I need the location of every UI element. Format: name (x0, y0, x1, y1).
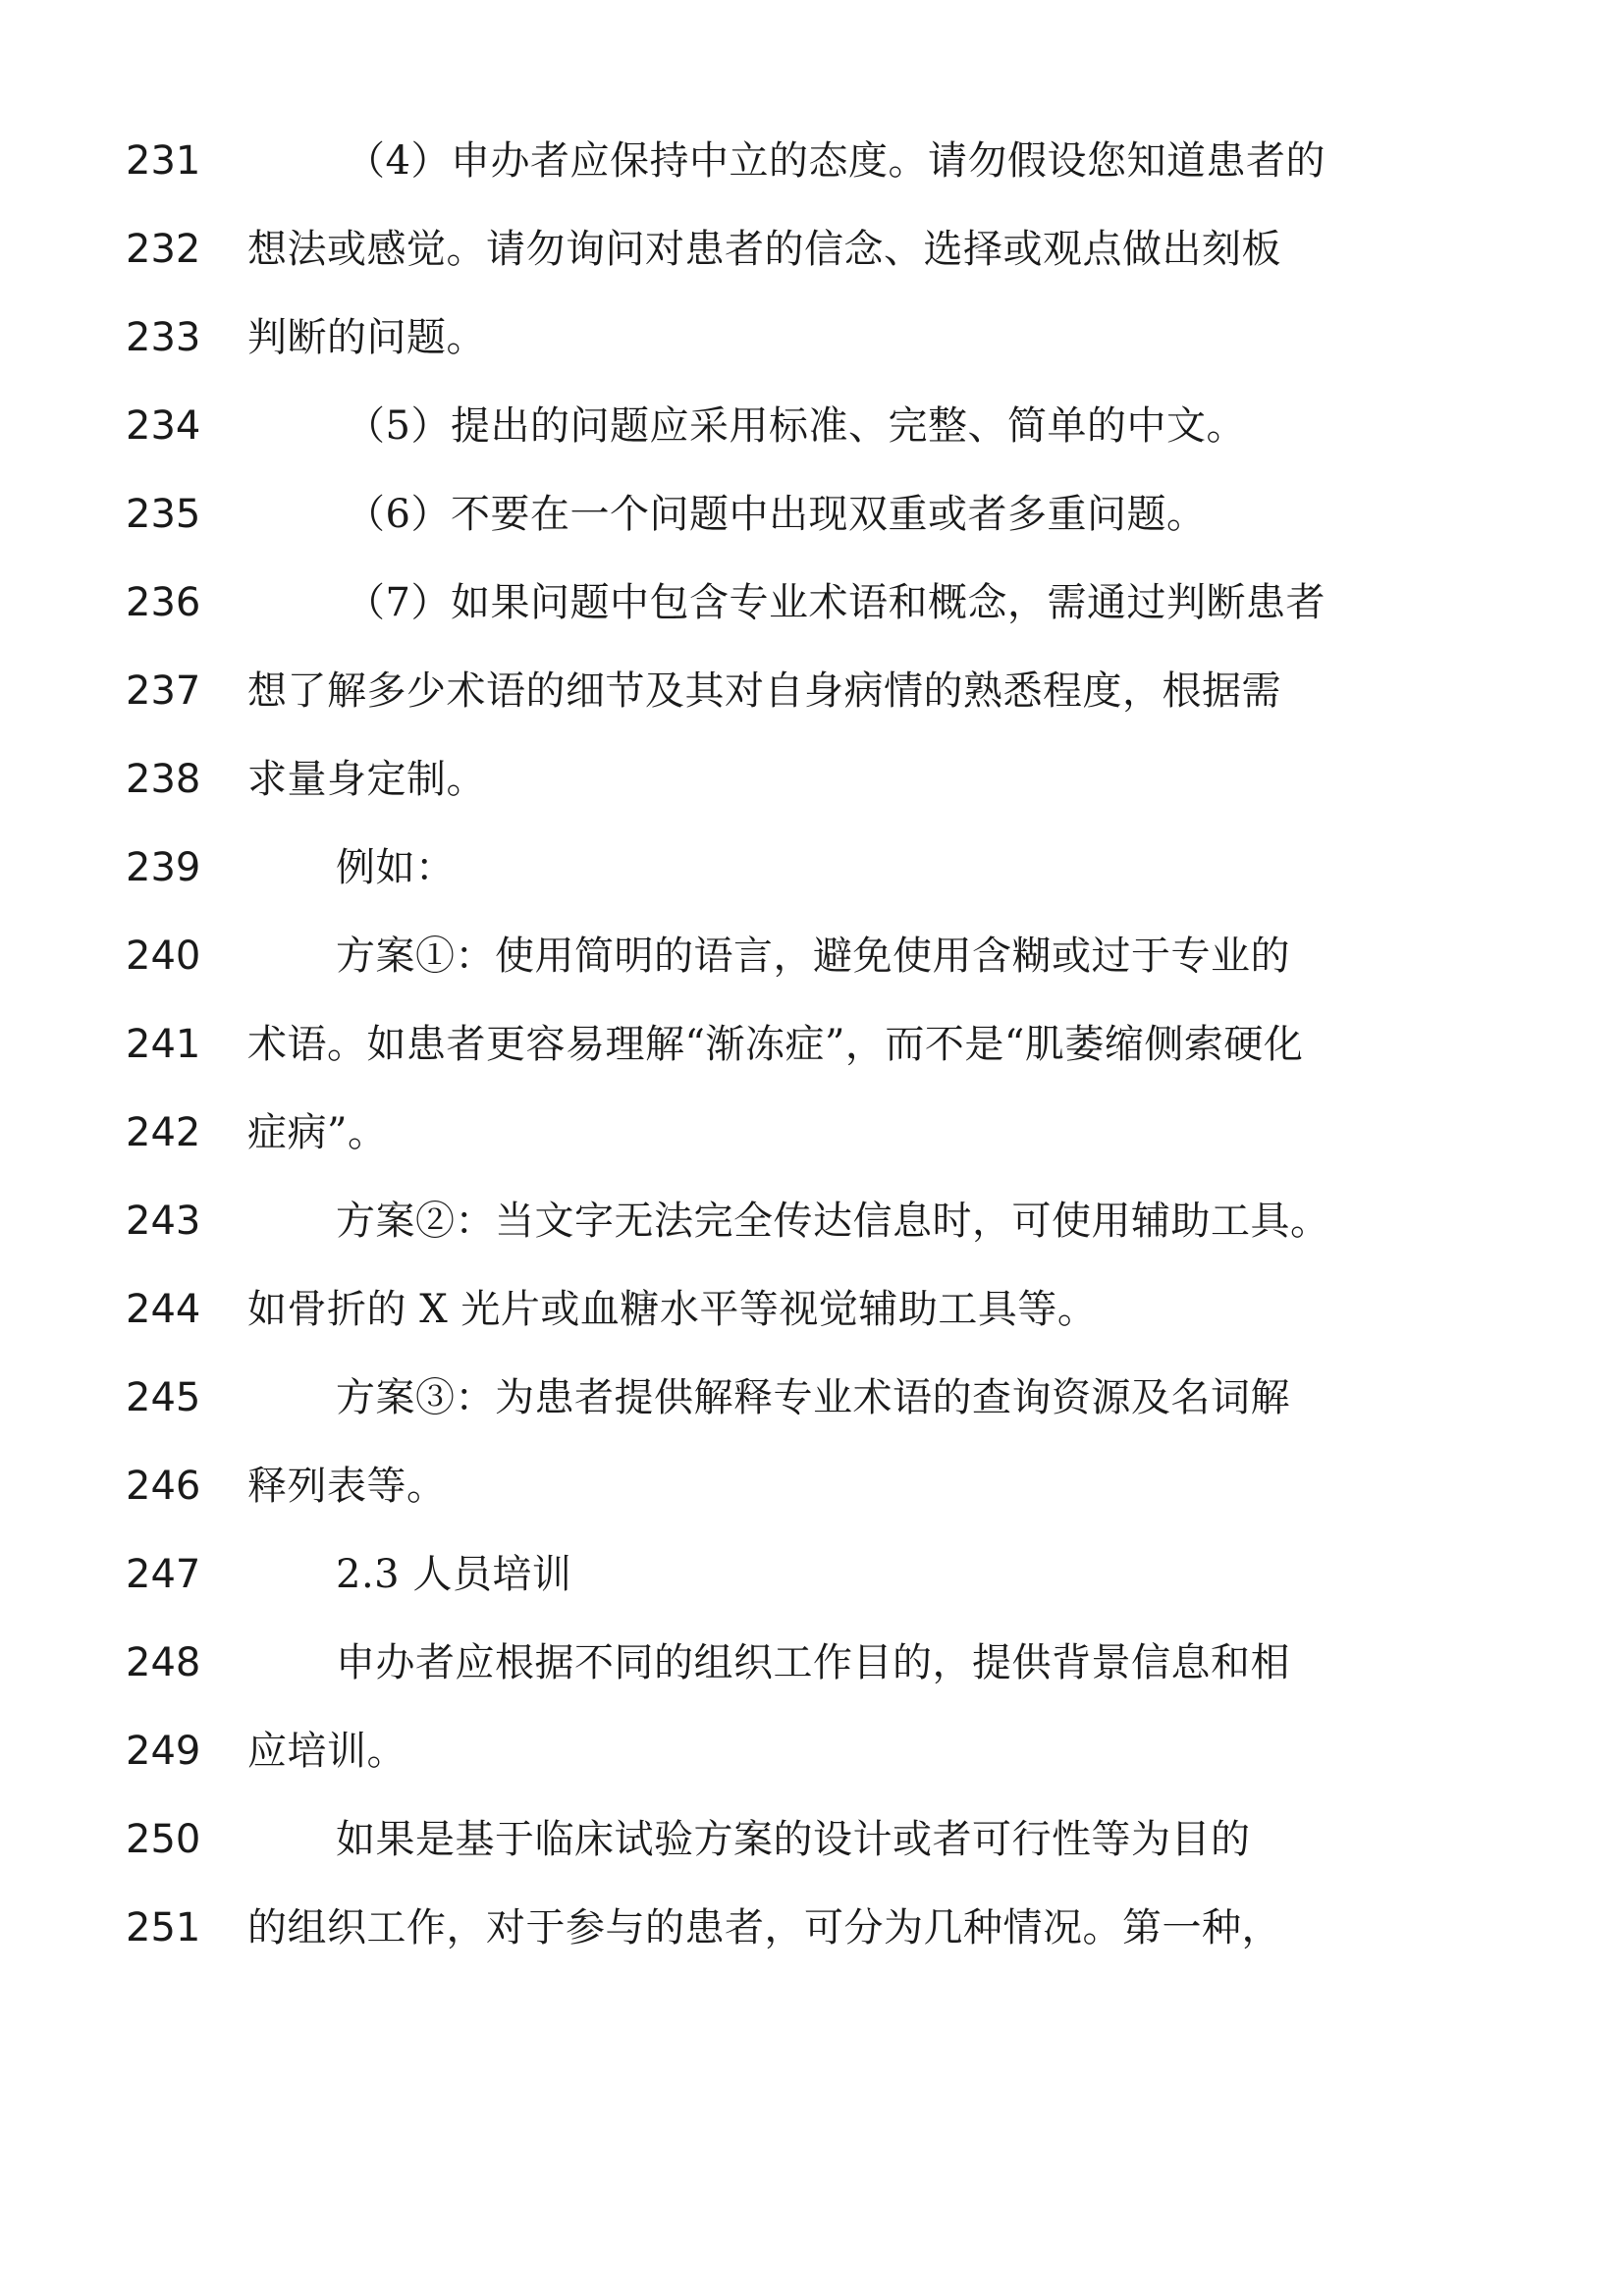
text-line (0, 122, 1623, 200)
line-text: 症病”。 (247, 1110, 388, 1155)
line-text: 的组织工作，对于参与的患者，可分为几种情况。第一种， (247, 1905, 1281, 1950)
line-number: 242 (126, 1110, 201, 1155)
line-number: 241 (126, 1022, 201, 1067)
line-text: 如果是基于临床试验方案的设计或者可行性等为目的 (336, 1817, 1251, 1862)
line-text: （5）提出的问题应采用标准、完整、简单的中文。 (346, 403, 1246, 449)
line-number: 234 (126, 403, 201, 449)
line-text: 判断的问题。 (247, 315, 486, 360)
line-text: 应培训。 (247, 1729, 406, 1774)
line-number: 245 (126, 1375, 201, 1420)
line-number: 238 (126, 757, 201, 802)
line-number: 250 (126, 1817, 201, 1862)
line-text: （4）申办者应保持中立的态度。请勿假设您知道患者的 (346, 138, 1325, 184)
line-number: 231 (126, 138, 201, 184)
line-text: 方案②：当文字无法完全传达信息时，可使用辅助工具。 (336, 1199, 1330, 1244)
text-line (0, 740, 1623, 819)
text-line (0, 1270, 1623, 1349)
line-text: 如骨折的 X 光片或血糖水平等视觉辅助工具等。 (247, 1287, 1098, 1332)
line-number: 243 (126, 1199, 201, 1244)
line-text: 方案①：使用简明的语言，避免使用含糊或过于专业的 (336, 934, 1290, 979)
line-text: 例如： (336, 845, 456, 890)
line-text: 求量身定制。 (247, 757, 486, 802)
line-number: 232 (126, 227, 201, 272)
line-number: 236 (126, 580, 201, 625)
line-text: 想了解多少术语的细节及其对自身病情的熟悉程度，根据需 (247, 668, 1281, 714)
line-number: 233 (126, 315, 201, 360)
line-text: 释列表等。 (247, 1464, 447, 1509)
line-text: 方案③：为患者提供解释专业术语的查询资源及名词解 (336, 1375, 1290, 1420)
text-line (0, 1447, 1623, 1525)
line-text: 术语。如患者更容易理解“渐冻症”，而不是“肌萎缩侧索硬化 (247, 1022, 1304, 1067)
line-number: 249 (126, 1729, 201, 1774)
line-text: （6）不要在一个问题中出现双重或者多重问题。 (346, 492, 1207, 537)
text-line (0, 1712, 1623, 1790)
line-number: 237 (126, 668, 201, 714)
line-number: 239 (126, 845, 201, 890)
text-line (0, 387, 1623, 465)
line-number: 248 (126, 1640, 201, 1685)
line-number: 235 (126, 492, 201, 537)
line-number: 244 (126, 1287, 201, 1332)
text-line (0, 1889, 1623, 1967)
text-line (0, 1094, 1623, 1172)
line-text: 想法或感觉。请勿询问对患者的信念、选择或观点做出刻板 (247, 227, 1281, 272)
text-line (0, 1182, 1623, 1260)
text-line (0, 298, 1623, 377)
text-line (0, 1005, 1623, 1084)
text-line (0, 1359, 1623, 1437)
text-line (0, 652, 1623, 730)
text-line (0, 475, 1623, 554)
text-line (0, 1624, 1623, 1702)
text-line (0, 828, 1623, 907)
line-text: 申办者应根据不同的组织工作目的，提供背景信息和相 (336, 1640, 1290, 1685)
section-heading-line (0, 1535, 1623, 1614)
text-line (0, 210, 1623, 289)
line-number: 251 (126, 1905, 201, 1950)
line-number: 247 (126, 1552, 201, 1597)
text-line (0, 563, 1623, 642)
line-number: 246 (126, 1464, 201, 1509)
line-text: （7）如果问题中包含专业术语和概念，需通过判断患者 (346, 580, 1325, 625)
line-number: 240 (126, 934, 201, 979)
text-line (0, 1800, 1623, 1879)
text-line (0, 917, 1623, 995)
section-heading: 2.3 人员培训 (336, 1552, 572, 1597)
